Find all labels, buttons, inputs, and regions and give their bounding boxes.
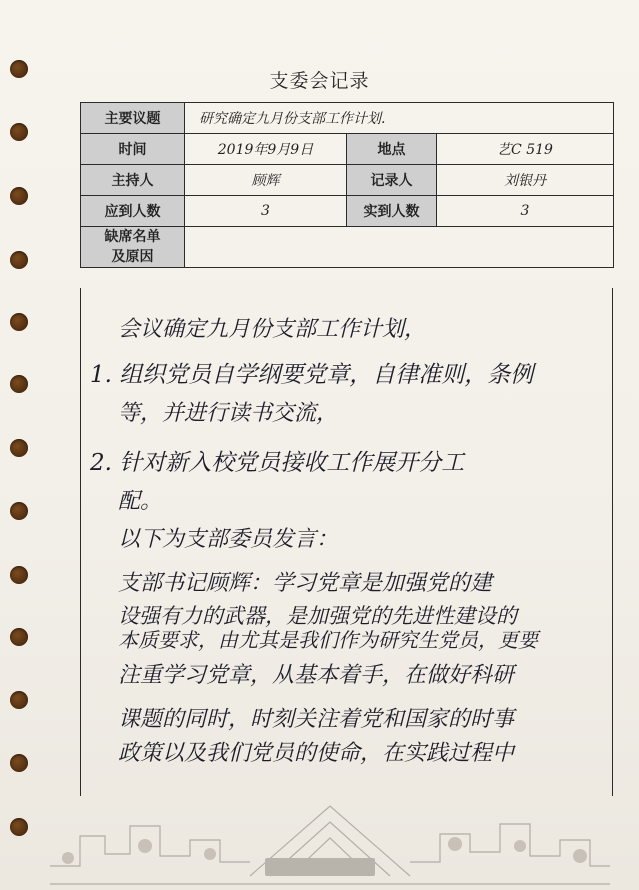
topic-value: 研究确定九月份支部工作计划.: [185, 103, 614, 134]
note-line: 支部书记顾辉：学习党章是加强党的建: [118, 571, 493, 596]
note-line: 等，并进行读书交流，: [118, 401, 339, 426]
host-value: 顾辉: [185, 165, 347, 196]
note-line: 会议确定九月份支部工作计划，: [118, 317, 427, 342]
recorder-label: 记录人: [347, 165, 437, 196]
note-line: 课题的同时，时刻关注着党和国家的时事: [118, 707, 515, 732]
host-label: 主持人: [81, 165, 185, 196]
actual-attendance-label: 实到人数: [347, 196, 437, 227]
binder-hole: [10, 251, 28, 269]
topic-label: 主要议题: [81, 103, 185, 134]
note-line: 政策以及我们党员的使命，在实践过程中: [118, 741, 515, 766]
time-label: 时间: [81, 134, 185, 165]
binder-hole: [10, 123, 28, 141]
note-line: 1. 组织党员自学纲要党章，自律准则，条例: [90, 362, 534, 388]
location-value: 艺C 519: [437, 134, 614, 165]
page-title: 支委会记录: [269, 70, 370, 92]
expected-attendance-value: 3: [185, 196, 347, 227]
meeting-info-table: [80, 102, 614, 268]
note-line: 设强有力的武器，是加强党的先进性建设的: [118, 604, 517, 628]
absent-label: 缺席名单 及原因: [81, 227, 185, 268]
expected-attendance-label: 应到人数: [81, 196, 185, 227]
note-line: 以下为支部委员发言：: [118, 527, 339, 552]
footer-nameplate: [265, 858, 375, 876]
time-value: 2019年9月9日: [185, 134, 347, 165]
note-line: 注重学习党章，从基本着手，在做好科研: [118, 663, 515, 688]
location-label: 地点: [347, 134, 437, 165]
absent-value: [185, 227, 614, 268]
binder-hole: [10, 818, 28, 836]
binder-hole: [10, 187, 28, 205]
note-line: 配。: [118, 489, 163, 514]
note-line: 2. 针对新入校党员接收工作展开分工: [90, 450, 465, 476]
note-line: 本质要求，由尤其是我们作为研究生党员，更要: [118, 628, 538, 652]
recorder-value: 刘银丹: [437, 165, 614, 196]
actual-attendance-value: 3: [437, 196, 614, 227]
